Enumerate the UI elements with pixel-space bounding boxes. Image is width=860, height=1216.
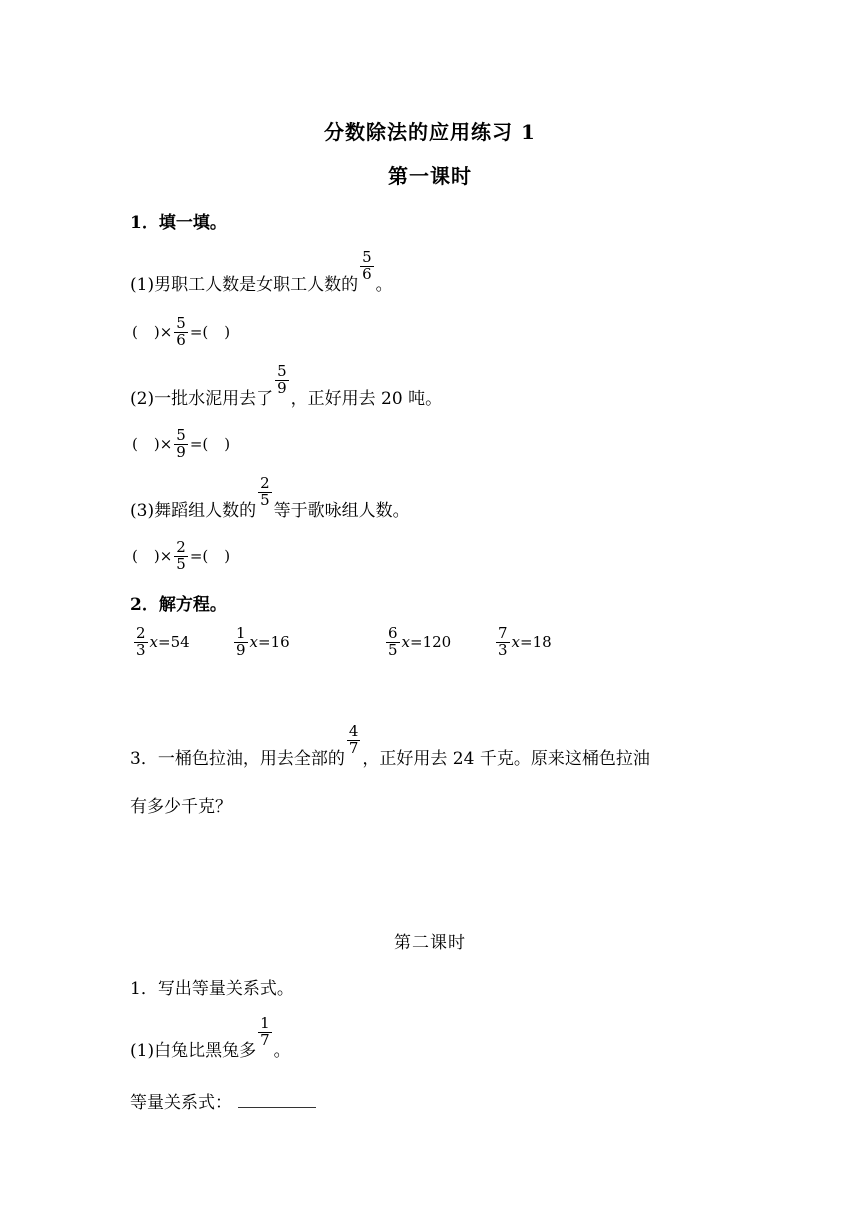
- equation-2-1: $\frac{2}{3}$ x = 54: [136, 624, 190, 659]
- question-text: (2)一批水泥用去了: [130, 388, 274, 409]
- question-text: 。: [273, 1040, 291, 1061]
- lesson-two-heading: 第二课时: [394, 933, 466, 953]
- fraction: $\frac{5}{6}$: [176, 314, 186, 349]
- question-text: ，正好用去 20 吨。: [290, 388, 443, 409]
- question-3-continued: 有多少千克？: [130, 797, 232, 817]
- fraction: $\frac{1}{7}$: [260, 1014, 270, 1049]
- lesson-one-heading: 第一课时: [388, 164, 472, 188]
- question-text: ，正好用去 24 千克。原来这桶色拉油: [362, 748, 650, 769]
- relation-label: 等量关系式：: [130, 1093, 232, 1113]
- question-1-1: [130, 248, 393, 299]
- fraction: $\frac{1}{9}$: [236, 624, 246, 659]
- question-1-3: [130, 474, 410, 525]
- question-text: (1)男职工人数是女职工人数的: [130, 274, 359, 295]
- equation-2-2: $\frac{1}{9}$ x = 16: [236, 624, 290, 659]
- fraction: $\frac{5}{9}$: [277, 362, 287, 397]
- equation-1-2: ( ) × $\frac{5}{9}$ = ( ): [132, 426, 231, 461]
- question-text: (3)舞蹈组人数的: [130, 500, 257, 521]
- section1-heading: 1．填一填。: [130, 213, 227, 233]
- relation-row: [130, 1088, 316, 1113]
- question-text: 。: [375, 274, 393, 295]
- question-1-2: [130, 362, 443, 413]
- fraction: $\frac{2}{5}$: [260, 474, 270, 509]
- question-text: 等于歌咏组人数。: [273, 500, 410, 521]
- page-title: 分数除法的应用练习 1: [324, 120, 536, 144]
- question-4-1: [130, 1014, 291, 1065]
- question-3: [130, 722, 650, 773]
- question-text: 3．一桶色拉油，用去全部的: [130, 748, 345, 769]
- fraction: $\frac{7}{3}$: [498, 624, 508, 659]
- equation-2-4: $\frac{7}{3}$ x = 18: [498, 624, 552, 659]
- equation-2-3: $\frac{6}{5}$ x = 120: [388, 624, 452, 659]
- equation-1-3: ( ) × $\frac{2}{5}$ = ( ): [132, 538, 231, 573]
- section4-heading: 1．写出等量关系式。: [130, 979, 294, 999]
- fraction: $\frac{2}{3}$: [136, 624, 146, 659]
- fraction: $\frac{2}{5}$: [176, 538, 186, 573]
- fraction: $\frac{5}{6}$: [362, 248, 372, 283]
- fraction: $\frac{4}{7}$: [348, 722, 359, 757]
- question-text: (1)白兔比黑兔多: [130, 1040, 257, 1061]
- fraction: $\frac{5}{9}$: [176, 426, 186, 461]
- fraction: $\frac{6}{5}$: [388, 624, 398, 659]
- equation-1-1: ( ) × $\frac{5}{6}$ = ( ): [132, 314, 231, 349]
- section2-heading: 2．解方程。: [130, 595, 227, 615]
- answer-blank[interactable]: [238, 1093, 316, 1108]
